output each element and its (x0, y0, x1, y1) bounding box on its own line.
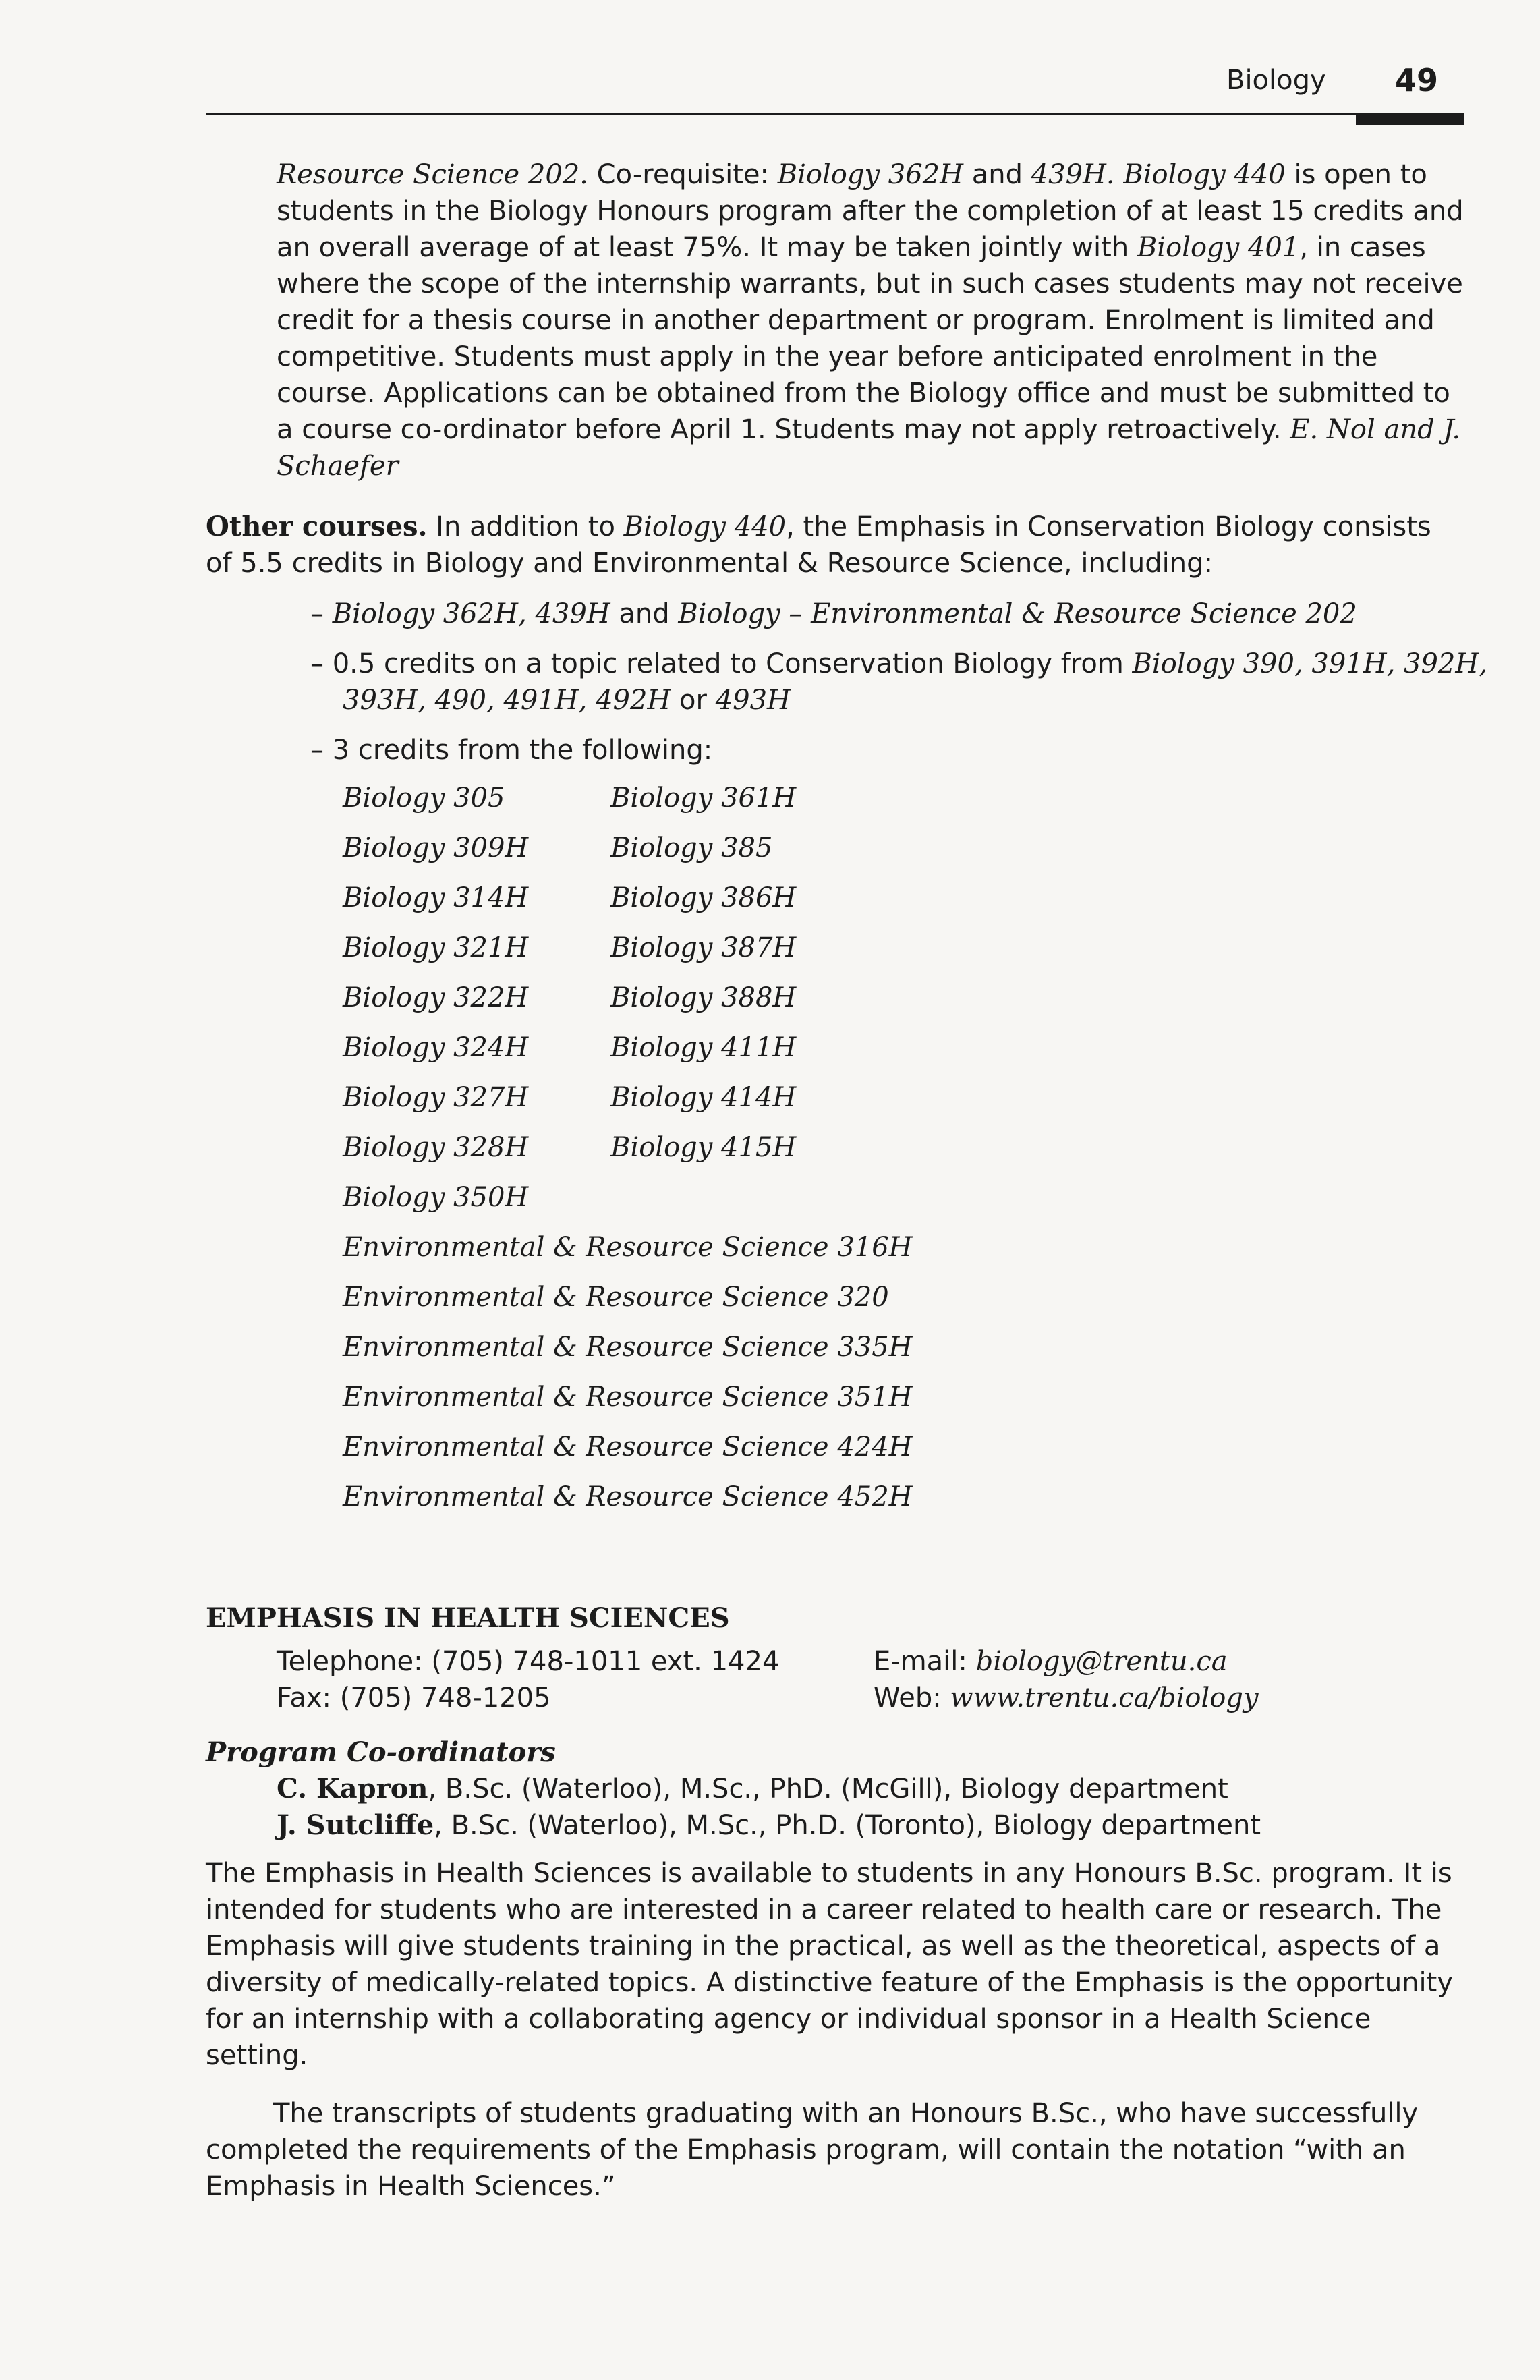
header-tab-marker (1356, 113, 1464, 125)
text-run: 0.5 credits on a topic related to Conservation Biology from (332, 648, 1133, 679)
course-item: Biology 321H (343, 932, 529, 963)
text-run: Biology 440 (623, 511, 787, 542)
text-run: Biology 362H, 439H (332, 598, 610, 629)
course-item: Biology 324H (343, 1032, 529, 1063)
requirement-item-continued (343, 682, 791, 718)
course-item: Biology 385 (610, 832, 773, 863)
text-run: 3 credits from the following: (332, 735, 713, 766)
text-run: Co-requisite: (588, 159, 778, 190)
text-run: 393H, 490, 491H, 492H (343, 685, 671, 716)
course-item: Environmental & Resource Science 316H (343, 1232, 913, 1263)
text-run: and (610, 598, 679, 629)
header-rule (206, 113, 1464, 115)
email-link[interactable]: biology@trentu.ca (975, 1646, 1228, 1677)
email-line (874, 1646, 1228, 1677)
text-run: Resource Science 202. (277, 159, 588, 190)
course-item: Biology 415H (610, 1132, 797, 1163)
text-run: or (671, 685, 716, 716)
web-label: Web: (874, 1682, 950, 1713)
section-heading: EMPHASIS IN HEALTH SCIENCES (206, 1602, 730, 1634)
course-item: Environmental & Resource Science 452H (343, 1481, 913, 1512)
fax: Fax: (705) 748-1205 (277, 1682, 551, 1713)
dash: – (310, 648, 333, 679)
web-link[interactable]: www.trentu.ca/biology (950, 1682, 1259, 1713)
course-item: Biology 350H (343, 1182, 529, 1213)
course-item: Environmental & Resource Science 335H (343, 1332, 913, 1363)
coordinator-name: J. Sutcliffe (277, 1809, 434, 1841)
course-item: Biology 414H (610, 1082, 797, 1113)
course-item: Environmental & Resource Science 320 (343, 1282, 889, 1313)
text-run: and (963, 159, 1031, 190)
text-run: Biology 362H (777, 159, 964, 190)
course-item: Environmental & Resource Science 424H (343, 1432, 913, 1463)
text-run: 439H. Biology 440 (1031, 159, 1286, 190)
instructor-names: E. Nol and J. Schaefer (277, 414, 1461, 482)
course-item: Biology 411H (610, 1032, 797, 1063)
web-line (874, 1682, 1259, 1713)
health-emphasis-description: The Emphasis in Health Sciences is available to students in any Honours B.Sc. program. It is intended for students who are interested in a career related to health care or research. The Emphasis will give students training in the practical, as well as the theoretical, aspects of a diversity of medically-related topics. A distinctive feature of the Emphasis is the opportunity for an internship with a collaborating agency or individual sponsor in a Health Science setting. (206, 1858, 1454, 2071)
course-item: Biology 309H (343, 832, 529, 863)
requirement-item (310, 646, 1487, 682)
text-run: Biology 390, 391H, 392H, (1132, 648, 1487, 679)
course-item: Biology 314H (343, 882, 529, 913)
course-item: Biology 387H (610, 932, 797, 963)
page-number: 49 (1395, 62, 1439, 98)
health-emphasis-transcript-note: The transcripts of students graduating with an Honours B.Sc., who have successfully completed the requirements of the Emphasis program, will contain the notation “with an Emphasis in Health Sciences.” (206, 2098, 1419, 2202)
course-item: Biology 328H (343, 1132, 529, 1163)
coordinator-credentials: , B.Sc. (Waterloo), M.Sc., Ph.D. (Toronto), Biology department (434, 1810, 1261, 1841)
course-item: Biology 361H (610, 783, 797, 814)
course-item: Biology 322H (343, 982, 529, 1013)
text-run: , in cases where the scope of the internship warrants, but in such cases students may not receive credit for a thesis course in another department or program. Enrolment is limited and competitive. Students must apply in the year before anticipated enrolment in the course. Applications can be obtained from the Biology office and must be submitted to a course co-ordinator before April 1. Students may not apply retroactively. (277, 232, 1463, 445)
requirement-item (310, 732, 712, 768)
text-run: Biology – Environmental & Resource Science 202 (678, 598, 1357, 629)
course-item: Biology 305 (343, 783, 505, 814)
coordinator-entry (277, 1809, 1261, 1841)
coordinator-entry (277, 1773, 1228, 1805)
coordinators-heading: Program Co-ordinators (206, 1736, 556, 1768)
course-item: Environmental & Resource Science 351H (343, 1382, 913, 1413)
course-description-continuation (277, 157, 1464, 484)
telephone: Telephone: (705) 748-1011 ext. 1424 (277, 1646, 780, 1677)
coordinator-name: C. Kapron (277, 1773, 428, 1805)
dash: – (310, 598, 333, 629)
requirement-item (310, 596, 1357, 632)
running-header-section: Biology (1226, 65, 1326, 96)
text-run: In addition to (427, 511, 624, 542)
other-courses-label: Other courses. (206, 511, 428, 542)
email-label: E-mail: (874, 1646, 976, 1677)
dash: – (310, 735, 333, 766)
course-item: Biology 327H (343, 1082, 529, 1113)
course-item: Biology 388H (610, 982, 797, 1013)
course-item: Biology 386H (610, 882, 797, 913)
text-run: , the Emphasis in Conservation Biology consists of 5.5 credits in Biology and Environmental & Resource Science, including: (206, 511, 1431, 579)
text-run: 493H (715, 685, 791, 716)
other-courses-paragraph (206, 509, 1464, 582)
text-run: is open to students in the Biology Honours program after the completion of at least 15 credits and an overall average of at least 75%. It may be taken jointly with (277, 159, 1464, 263)
coordinator-credentials: , B.Sc. (Waterloo), M.Sc., PhD. (McGill), Biology department (428, 1774, 1228, 1805)
text-run: Biology 401 (1137, 232, 1300, 263)
